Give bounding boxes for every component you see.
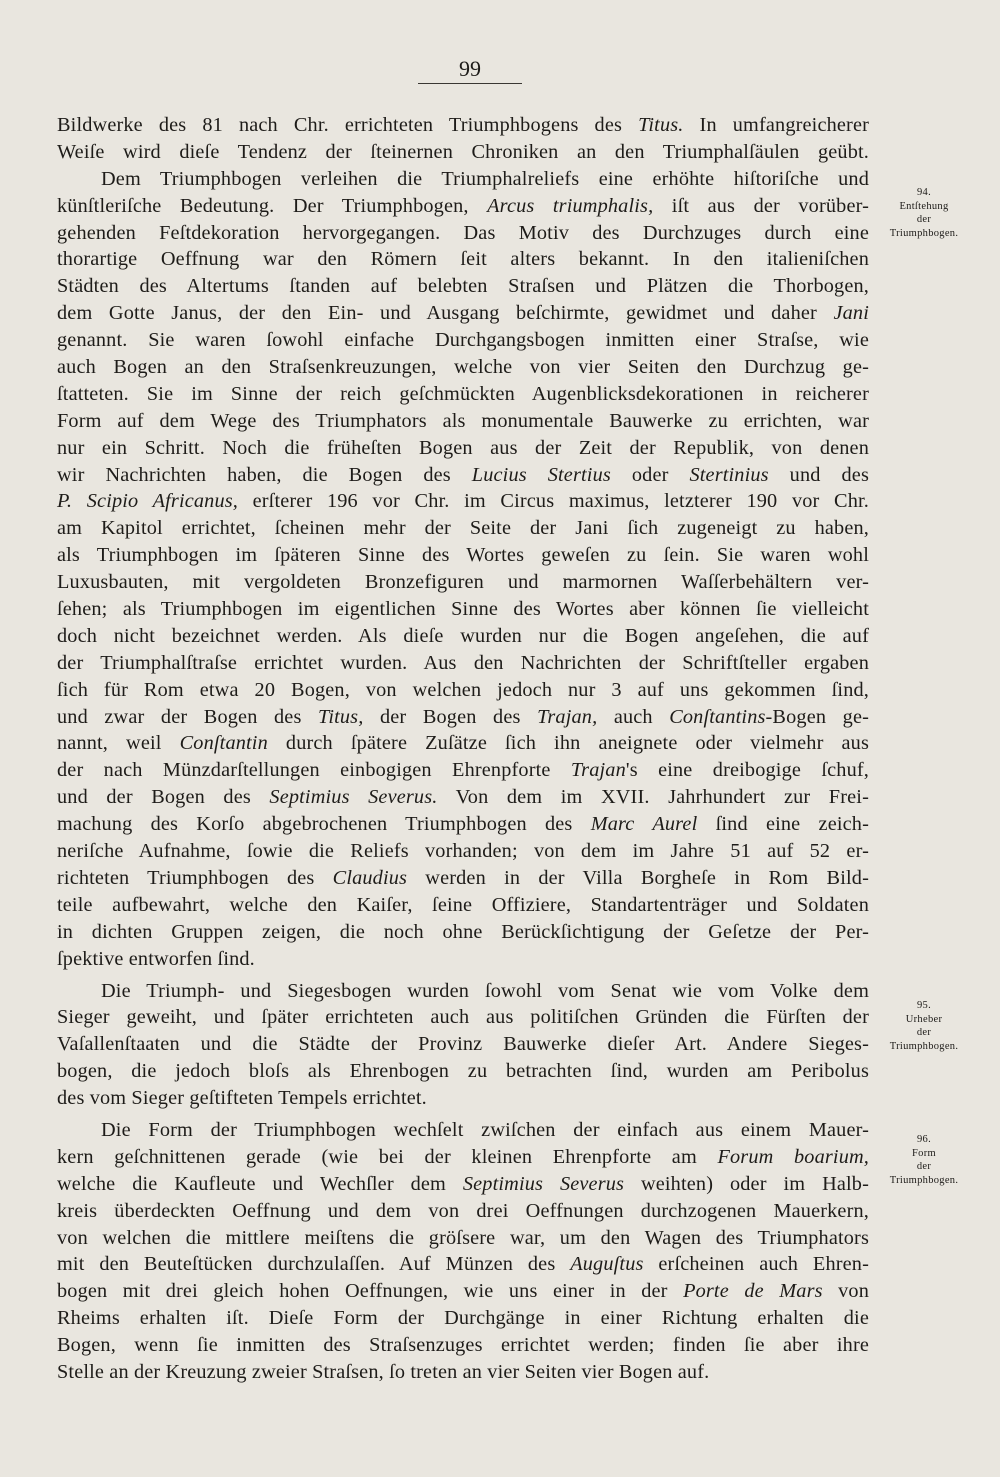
text-line: genannt. Sie waren ſowohl einfache Durchgangsbogen inmitten einer Straſse, wie bbox=[57, 329, 869, 352]
text-line: künſtleriſche Bedeutung. Der Triumphbogen, Arcus triumphalis, iſt aus der vorüber- bbox=[57, 194, 870, 217]
margin-note-number: 96. bbox=[916, 1134, 932, 1145]
text-line: welche die Kaufleute und Wechſler dem Septimius Severus weihten) oder im Halb- bbox=[57, 1172, 869, 1195]
text-line: nur ein Schritt. Noch die früheſten Bogen aus der Zeit der Republik, von denen bbox=[57, 436, 869, 459]
margin-note-96 bbox=[862, 1133, 986, 1187]
text-line: und zwar der Bogen des Titus, der Bogen des Trajan, auch Conſtantins-Bogen ge- bbox=[57, 705, 870, 728]
text-line: Städten des Altertums ſtanden auf belebten Straſsen und Plätzen die Thorbogen, bbox=[57, 275, 869, 298]
text-line: der nach Münzdarſtellungen einbogigen Ehrenpforte Trajan's eine dreibogige ſchuf, bbox=[57, 759, 869, 782]
page-number: 99 bbox=[418, 56, 522, 84]
text-line: wir Nachrichten haben, die Bogen des Lucius Stertius oder Stertinius und des bbox=[57, 463, 869, 486]
text-line: von welchen die mittlere meiſtens die gröſsere war, um den Wagen des Triumphators bbox=[57, 1226, 869, 1249]
margin-note-line: Triumphbogen. bbox=[889, 1174, 959, 1186]
text-line: machung des Korſo abgebrochenen Triumphbogen des Marc Aurel ſind eine zeich- bbox=[57, 813, 869, 836]
margin-note-line: Entſtehung bbox=[899, 200, 949, 212]
text-line: des vom Sieger geſtifteten Tempels errichtet. bbox=[57, 1087, 427, 1110]
text-line: Luxusbauten, mit vergoldeten Bronzefiguren und marmornen Waſſerbehältern ver- bbox=[57, 571, 869, 594]
text-line: Bildwerke des 81 nach Chr. errichteten Triumphbogens des Titus. In umfangreicherer bbox=[57, 114, 870, 136]
text-line: bogen mit drei gleich hohen Oeffnungen, wie uns einer in der Porte de Mars von bbox=[57, 1280, 869, 1303]
text-line: Die Form der Triumphbogen wechſelt zwiſchen der einfach aus einem Mauer- bbox=[101, 1118, 869, 1141]
text-line: Stelle an der Kreuzung zweier Straſsen, ſo treten an vier Seiten vier Bogen auf. bbox=[57, 1360, 710, 1383]
margin-note-number: 95. bbox=[916, 1000, 932, 1011]
text-line: der Triumphalſtraſse errichtet wurden. Aus den Nachrichten der Schriftſteller ergaben bbox=[57, 651, 869, 674]
text-line: ſpektive entworfen ſind. bbox=[57, 947, 255, 970]
text-line: Dem Triumphbogen verleihen die Triumphalreliefs eine erhöhte hiſtoriſche und bbox=[101, 167, 869, 190]
text-line: Weiſe wird dieſe Tendenz der ſteinernen Chroniken an den Triumphalſäulen geübt. bbox=[57, 140, 869, 163]
text-line: doch nicht bezeichnet werden. Als dieſe wurden nur die Bogen angeſehen, die auf bbox=[57, 624, 869, 647]
text-line: Vaſallenſtaaten und die Städte der Provinz Bauwerke dieſer Art. Andere Sieges- bbox=[57, 1033, 869, 1056]
margin-note-line: Form bbox=[912, 1147, 936, 1159]
text-line: als Triumphbogen im ſpäteren Sinne des Wortes geweſen zu ſein. Sie waren wohl bbox=[57, 544, 869, 567]
margin-note-94 bbox=[862, 186, 986, 240]
text-line: teile aufbewahrt, welche den Kaiſer, ſeine Offiziere, Standartenträger und Soldaten bbox=[57, 893, 869, 916]
margin-note-line: Urheber bbox=[905, 1013, 943, 1025]
text-line: Sieger geweiht, und ſpäter errichteten auch aus politiſchen Gründen die Fürſten der bbox=[57, 1006, 869, 1029]
margin-note-line: der bbox=[916, 1027, 932, 1038]
text-line: thorartige Oeffnung war den Römern ſeit alters bekannt. In den italieniſchen bbox=[57, 248, 869, 271]
text-line: richteten Triumphbogen des Claudius werden in der Villa Borgheſe in Rom Bild- bbox=[57, 866, 869, 889]
text-line: am Kapitol errichtet, ſcheinen mehr der Seite der Jani ſich zugeneigt zu haben, bbox=[57, 517, 869, 540]
text-line: kern geſchnittenen gerade (wie bei der kleinen Ehrenpforte am Forum boarium, bbox=[57, 1145, 870, 1168]
text-line: kreis überdeckten Oeffnung und dem von drei Oeffnungen durchzogenen Mauerkern, bbox=[57, 1199, 869, 1222]
text-line: ſich für Rom etwa 20 Bogen, von welchen jedoch nur 3 auf uns gekommen ſind, bbox=[57, 678, 869, 701]
margin-note-line: Triumphbogen. bbox=[889, 227, 959, 239]
text-line: nannt, weil Conſtantin durch ſpätere Zuſätze ſich ihn aneignete oder vielmehr aus bbox=[57, 732, 869, 755]
text-line: dem Gotte Janus, der den Ein- und Ausgang beſchirmte, gewidmet und daher Jani bbox=[57, 302, 869, 325]
margin-note-line: der bbox=[916, 214, 932, 225]
margin-note-line: Triumphbogen. bbox=[889, 1040, 959, 1052]
text-line: auch Bogen an den Straſsenkreuzungen, welche von vier Seiten den Durchzug ge- bbox=[57, 356, 869, 379]
text-line: ſtatteten. Sie im Sinne der reich geſchmückten Augenblicksdekorationen in reicherer bbox=[57, 382, 869, 405]
text-line: neriſche Aufnahme, ſowie die Reliefs vorhanden; von dem im Jahre 51 auf 52 er- bbox=[57, 840, 869, 863]
text-line: P. Scipio Africanus, erſterer 196 vor Chr. im Circus maximus, letzterer 190 vor Chr. bbox=[57, 490, 870, 513]
body-text bbox=[57, 112, 869, 1386]
text-line: Die Triumph- und Siegesbogen wurden ſowohl vom Senat wie vom Volke dem bbox=[101, 979, 869, 1002]
text-line: in dichten Gruppen zeigen, die noch ohne Berückſichtigung der Geſetze der Per- bbox=[57, 920, 869, 943]
text-line: ſehen; als Triumphbogen im eigentlichen Sinne des Wortes aber können ſie vielleicht bbox=[57, 598, 869, 621]
text-line: Bogen, wenn ſie inmitten des Straſsenzuges errichtet werden; finden ſie aber ihre bbox=[57, 1334, 869, 1357]
text-line: Rheims erhalten iſt. Dieſe Form der Durchgänge in einer Richtung erhalten die bbox=[57, 1307, 869, 1330]
text-line: mit den Beuteſtücken durchzulaſſen. Auf Münzen des Auguſtus erſcheinen auch Ehren- bbox=[57, 1253, 870, 1276]
text-line: und der Bogen des Septimius Severus. Von dem im XVII. Jahrhundert zur Frei- bbox=[57, 786, 869, 809]
text-line: bogen, die jedoch bloſs als Ehrenbogen zu betrachten ſind, wurden am Peribolus bbox=[57, 1060, 869, 1083]
text-line: Form auf dem Wege des Triumphators als monumentale Bauwerke zu errichten, war bbox=[57, 409, 869, 432]
margin-note-95 bbox=[862, 999, 986, 1053]
margin-note-number: 94. bbox=[916, 187, 932, 198]
margin-note-line: der bbox=[916, 1161, 932, 1172]
text-line: gehenden Feſtdekoration hervorgegangen. Das Motiv des Durchzuges durch eine bbox=[57, 221, 869, 244]
